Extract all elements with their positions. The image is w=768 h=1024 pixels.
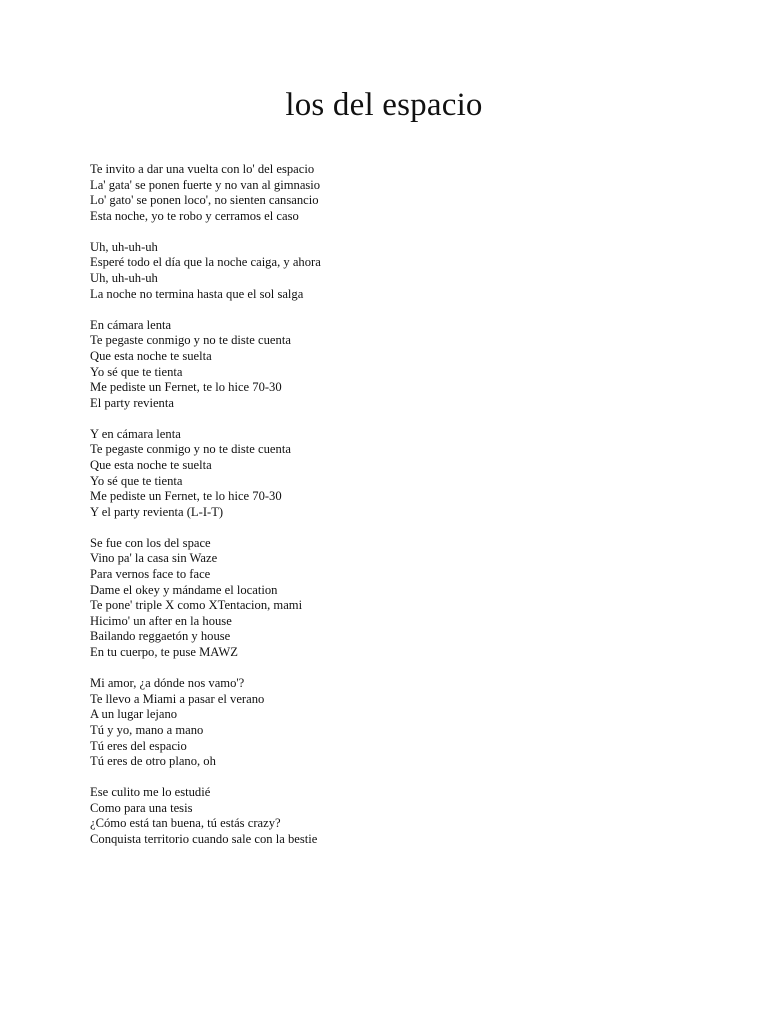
- lyric-line: El party revienta: [90, 395, 174, 410]
- lyric-line: Me pediste un Fernet, te lo hice 70-30: [90, 380, 282, 395]
- lyric-line: Como para una tesis: [90, 800, 193, 815]
- lyric-line: Que esta noche te suelta: [90, 458, 212, 472]
- lyric-line: Uh, uh-uh-uh: [90, 271, 158, 286]
- lyric-line: Lo' gato' se ponen loco', no sienten cansancio: [90, 193, 319, 208]
- lyric-line: Que esta noche te suelta: [90, 348, 212, 363]
- lyric-line: Hicimo' un after en la house: [90, 613, 232, 628]
- lyric-line: A un lugar lejano: [90, 707, 178, 722]
- lyric-line: Conquista territorio cuando sale con la bestie: [90, 831, 318, 846]
- lyric-line: La' gata' se ponen fuerte y no van al gimnasio: [90, 177, 321, 192]
- stanza-5: [90, 536, 710, 661]
- stanza-1: [90, 162, 710, 224]
- lyrics-body: [90, 162, 710, 863]
- lyric-line: Te llevo a Miami a pasar el verano: [90, 691, 265, 706]
- lyric-line: Te invito a dar una vuelta con lo' del espacio: [90, 162, 315, 176]
- lyric-line: En tu cuerpo, te puse MAWZ: [90, 645, 238, 660]
- stanza-6: [90, 676, 710, 770]
- lyric-line: Dame el okey y mándame el location: [90, 582, 278, 597]
- lyric-line: Y el party revienta (L-I-T): [90, 504, 224, 519]
- lyric-line: Bailando reggaetón y house: [90, 629, 231, 644]
- lyric-line: Yo sé que te tienta: [90, 473, 183, 488]
- lyric-line: En cámara lenta: [90, 317, 172, 332]
- lyric-line: Ese culito me lo estudié: [90, 785, 211, 800]
- lyric-line: Tú y yo, mano a mano: [90, 722, 204, 737]
- lyric-line: Tú eres del espacio: [90, 738, 187, 753]
- lyric-line: Te pegaste conmigo y no te diste cuenta: [90, 333, 291, 348]
- lyric-line: Y en cámara lenta: [90, 426, 181, 441]
- lyric-line: Mi amor, ¿a dónde nos vamo'?: [90, 676, 245, 691]
- lyric-line: Vino pa' la casa sin Waze: [90, 551, 218, 566]
- lyric-line: Esperé todo el día que la noche caiga, y ahora: [90, 255, 321, 270]
- lyric-line: Yo sé que te tienta: [90, 364, 183, 379]
- lyric-line: ¿Cómo está tan buena, tú estás crazy?: [90, 816, 281, 831]
- stanza-4: [90, 427, 710, 521]
- lyric-line: Esta noche, yo te robo y cerramos el caso: [90, 208, 299, 223]
- lyric-line: Se fue con los del space: [90, 535, 211, 550]
- page-title: los del espacio: [285, 87, 483, 123]
- stanza-7: [90, 785, 710, 847]
- lyric-line: Tú eres de otro plano, oh: [90, 754, 216, 769]
- stanza-3: [90, 318, 710, 412]
- lyric-line: Para vernos face to face: [90, 567, 211, 582]
- lyric-line: Te pegaste conmigo y no te diste cuenta: [90, 442, 291, 457]
- lyric-line: Uh, uh-uh-uh: [90, 239, 158, 254]
- lyric-line: Te pone' triple X como XTentacion, mami: [90, 598, 303, 613]
- lyric-line: La noche no termina hasta que el sol salga: [90, 286, 304, 301]
- lyric-line: Me pediste un Fernet, te lo hice 70-30: [90, 489, 282, 504]
- stanza-2: [90, 240, 710, 302]
